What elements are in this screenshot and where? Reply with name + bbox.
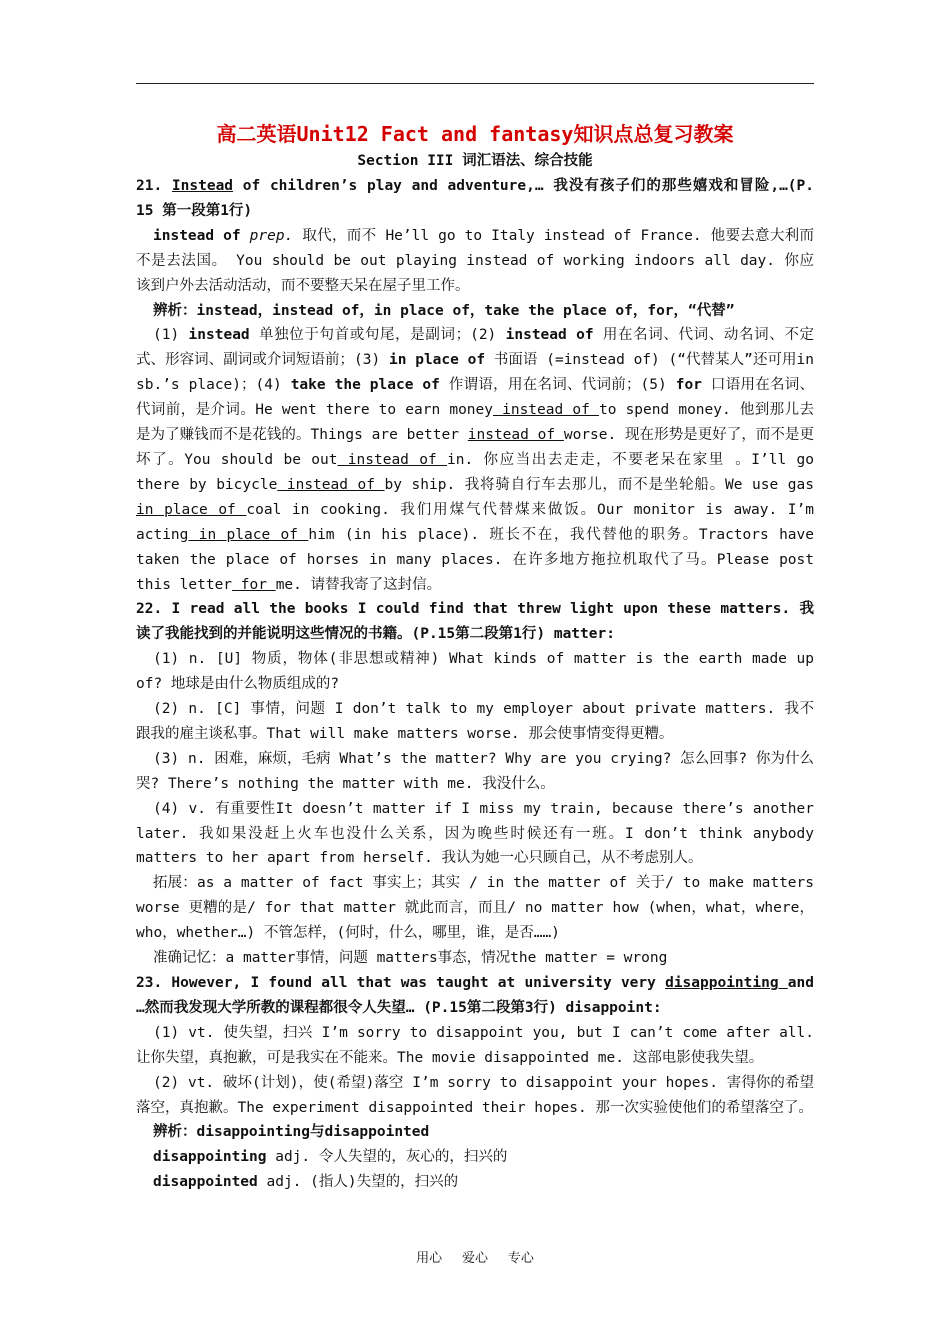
- item-22-heading: 22. I read all the books I could find that threw light upon these matters. 我读了我能找到的并能说明这些情况的书籍。(P.15第二段第1行) matter:: [136, 601, 814, 643]
- item-22-extension: 拓展：as a matter of fact 事实上；其实 / in the matter of 关于/ to make matters worse 更糟的是/ for that matter 就此而言，而且/ no matter how (when，what，where，who，whether…) 不管怎样，(何时，什么，哪里，谁，是否……): [136, 875, 814, 942]
- page-footer: [0, 1247, 950, 1266]
- item-21-entry: instead of prep. 取代，而不 He’ll go to Italy instead of France. 他要去意大利而不是去法国。 You should be out playing instead of working indoors all day. 你应该到户外去活动活动，而不要整天呆在屋子里工作。: [136, 227, 814, 294]
- item-22-sense-2: (2) n. [C] 事情，问题 I don’t talk to my employer about private matters. 我不跟我的雇主谈私事。That will make matters worse. 那会使事情变得更糟。: [136, 701, 814, 742]
- item-23-def-disappointed: disappointed adj. (指人)失望的，扫兴的: [153, 1174, 459, 1191]
- item-22-sense-3: (3) n. 困难，麻烦，毛病 What’s the matter? Why are you crying? 怎么回事? 你为什么哭? There’s nothing the matter with me. 我没什么。: [136, 750, 814, 792]
- footer-text-3: 专心: [507, 1251, 534, 1266]
- item-23-def-disappointing: disappointing adj. 令人失望的，灰心的，扫兴的: [153, 1149, 508, 1166]
- item-23-sense-1: (1) vt. 使失望，扫兴 I’m sorry to disappoint you, but I can’t come after all. 让你失望，真抱歉，可是我实在不能来。The movie disappointed me. 这部电影使我失望。: [136, 1024, 814, 1066]
- item-22-sense-4: (4) v. 有重要性It doesn’t matter if I miss my train, because there’s another later. 我如果没赶上火车也没什么关系，因为晚些时候还有一班。I don’t think anybody matters to her apart from herself. 我认为她一心只顾自己，从不考虑别人。: [136, 800, 814, 867]
- keyword-instead: Instead: [171, 178, 234, 194]
- keyword-disappointing: disappointing: [665, 975, 788, 991]
- item-22-memo: 准确记忆：a matter事情，问题 matters事态，情况the matter = wrong: [153, 950, 668, 967]
- item-21-heading: 21. Instead of children’s play and adventure,… 我没有孩子们的那些嬉戏和冒险,…(P. 15 第一段第1行): [136, 178, 814, 219]
- item-23-sense-2: (2) vt. 破坏(计划)，使(希望)落空 I’m sorry to disappoint your hopes. 害得你的希望落空，真抱歉。The experiment disappointed their hopes. 那一次实验使他们的希望落空了。: [136, 1074, 814, 1116]
- footer-text-1: 用心: [416, 1251, 443, 1266]
- item-21-explanation: (1) instead 单独位于句首或句尾，是副词；(2) instead of 用在名词、代词、动名词、不定式、形容词、副词或介词短语前；(3) in place of 书面语 (=instead of) (“代替某人”还可用in sb.’s place)；(4) take the place of 作谓语，用在名词、代词前；(5) for 口语用在名词、代词前，是介词。He went there to earn money instead of to spend money. 他到那儿去是为了赚钱而不是花钱的。Things are better instead of worse. 现在形势是更好了，而不是更坏了。You should be out instead of in. 你应当出去走走，不要老呆在家里 。I’ll go there by bicycle instead of by ship. 我将骑自行车去那儿，而不是坐轮船。We use gas in place of coal in cooking. 我们用煤气代替煤来做饭。Our monitor is away. I’m acting in place of him (in his place). 班长不在，我代替他的职务。Tractors have taken the place of horses in many places. 在许多地方拖拉机取代了马。Please post this letter for me. 请替我寄了这封信。: [136, 327, 815, 593]
- item-23-analysis: 辨析：disappointing与disappointed: [153, 1124, 430, 1141]
- header-rule: [136, 83, 814, 84]
- item-22-sense-1: (1) n. [U] 物质，物体(非思想或精神) What kinds of matter is the earth made up of? 地球是由什么物质组成的?: [136, 651, 814, 693]
- footer-text-2: 爱心: [461, 1251, 488, 1266]
- item-21-analysis: 辨析：instead，instead of，in place of，take the place of，for，“代替”: [153, 302, 735, 319]
- page-title: 高二英语Unit12 Fact and fantasy知识点总复习教案: [216, 122, 734, 146]
- document-body: [136, 174, 814, 1195]
- item-23-heading: 23. However, I found all that was taught at university very disappointing and …然而我发现大学所教的课程都很令人失望… (P.15第二段第3行) disappoint:: [136, 975, 814, 1016]
- section-subtitle: Section III 词汇语法、综合技能: [357, 153, 593, 169]
